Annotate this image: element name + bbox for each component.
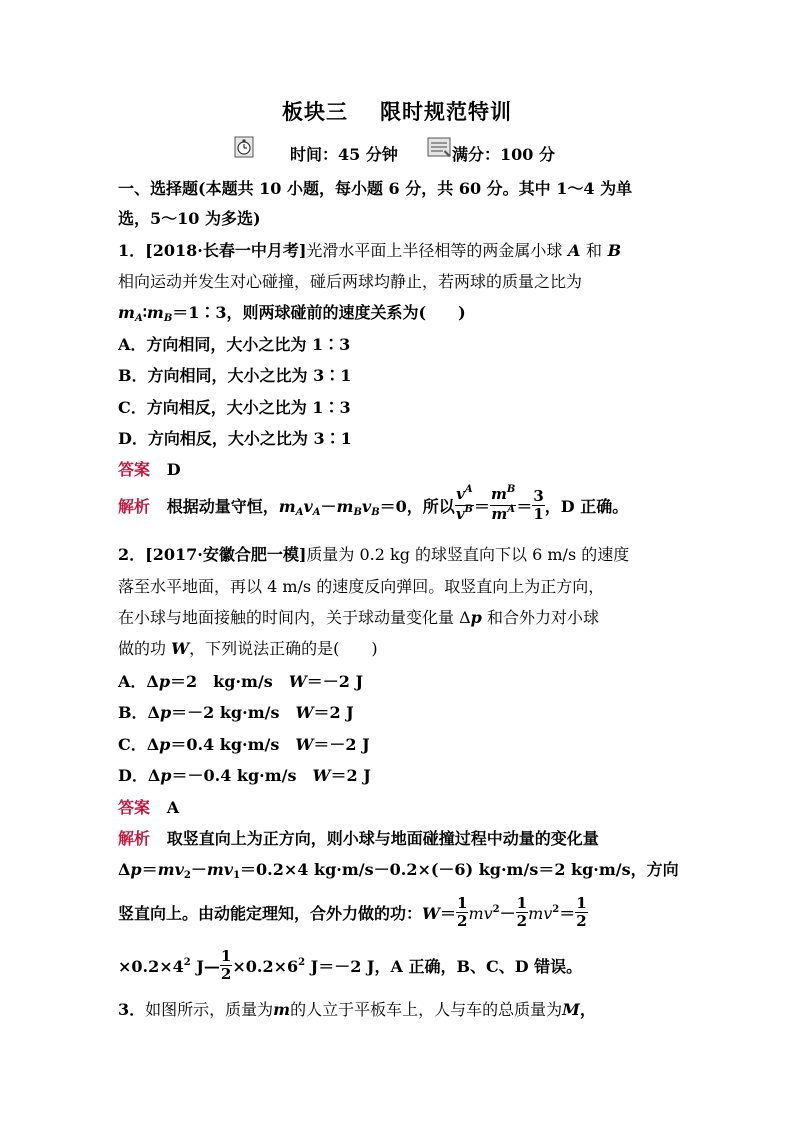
time-limit: 时间：45 分钟 bbox=[290, 145, 398, 164]
answer-label: 答案 bbox=[118, 460, 151, 479]
frac-num: 1 bbox=[457, 894, 468, 912]
q1-option-b: B．方向相同，大小之比为 3∶1 bbox=[118, 366, 352, 385]
formula-m: m bbox=[278, 497, 296, 516]
frac-num: 1 bbox=[220, 947, 232, 965]
formula-sub: A bbox=[312, 507, 321, 518]
q2-number: 2． bbox=[118, 545, 146, 564]
opt-w: W bbox=[295, 735, 314, 754]
q1-source: [2018·长春一中月考] bbox=[145, 241, 307, 260]
opt-p: p bbox=[159, 703, 172, 722]
frac-sup: B bbox=[506, 484, 516, 495]
answer-label: 答案 bbox=[118, 798, 151, 817]
fraction-va-vb bbox=[455, 486, 474, 525]
minus: － bbox=[499, 904, 516, 923]
calc-end: J＝－2 J，A 正确，B、C、D 错误。 bbox=[305, 957, 583, 976]
formula-v: v bbox=[361, 497, 372, 516]
calc: ×0.2×4 bbox=[118, 957, 184, 976]
q1-line-3 bbox=[118, 300, 466, 323]
q2-option-a bbox=[118, 669, 363, 692]
q2-line-2: 落至水平地面，再以 4 m/s 的速度反向弹回。取竖直向上为正方向， bbox=[118, 577, 605, 596]
q1-option-a: A．方向相同，大小之比为 1∶3 bbox=[118, 335, 351, 354]
sup-2: 2 bbox=[492, 904, 500, 915]
frac-sup: A bbox=[507, 504, 515, 515]
section-heading-line-2: 选，5～10 为多选) bbox=[118, 209, 261, 228]
sub-a: A bbox=[134, 313, 143, 324]
q3-text-c: ， bbox=[579, 1000, 596, 1019]
opt-w: W bbox=[312, 766, 331, 785]
formula-m: m bbox=[336, 497, 354, 516]
opt-wval: ＝2 J bbox=[313, 703, 354, 722]
sub-b: B bbox=[163, 313, 173, 324]
frac-sup: A bbox=[464, 484, 473, 495]
ratio-colon: ∶ bbox=[142, 303, 147, 322]
minus: － bbox=[190, 860, 207, 879]
p-symbol: p bbox=[470, 608, 482, 627]
frac-num: 1 bbox=[576, 894, 587, 912]
answer-value: A bbox=[166, 798, 180, 817]
opt-p: p bbox=[159, 735, 171, 754]
q1-line-3-rest: ＝1∶3，则两球碰前的速度关系为( ) bbox=[172, 303, 466, 322]
frac-den: 2 bbox=[220, 965, 232, 983]
eq: ＝ bbox=[439, 904, 456, 923]
q2-line-3a: 在小球与地面接触的时间内，关于球动量变化量 Δ bbox=[118, 608, 471, 627]
q2-line-4 bbox=[118, 636, 378, 659]
mass-symbol: m bbox=[118, 303, 135, 322]
q2-source: [2017·安徽合肥一模] bbox=[145, 545, 307, 564]
full-score: 满分：100 分 bbox=[452, 145, 555, 164]
calc: J— bbox=[190, 957, 220, 976]
q3-text-a: 如图所示，质量为 bbox=[145, 1000, 274, 1019]
q3-text-b: 的人立于平板车上，人与车的总质量为 bbox=[290, 1000, 563, 1019]
m-symbol: m bbox=[468, 904, 484, 923]
formula-eq0: ＝0，所以 bbox=[379, 497, 455, 516]
q1-analysis bbox=[118, 484, 629, 527]
w-symbol: W bbox=[422, 904, 440, 923]
time-score-row bbox=[0, 136, 794, 166]
opt-val: ＝－2 kg·m/s bbox=[171, 703, 296, 722]
q2-line-3 bbox=[118, 605, 599, 628]
q2-line-4b: ，下列说法正确的是( ) bbox=[189, 639, 378, 658]
fraction-half bbox=[516, 895, 528, 930]
sup-2: 2 bbox=[298, 957, 306, 968]
v-symbol: v bbox=[483, 904, 493, 923]
analysis-calc: ＝0.2×4 kg·m/s－0.2×(－6) kg·m/s＝2 kg·m/s，方向 bbox=[240, 860, 679, 879]
frac-sup: B bbox=[464, 504, 473, 515]
fraction-half bbox=[456, 895, 468, 930]
q2-analysis-line-4 bbox=[118, 947, 583, 985]
formula-sub: B bbox=[371, 507, 380, 518]
ball-b-label: B bbox=[607, 241, 622, 260]
opt-p: p bbox=[160, 766, 172, 785]
score-book-icon bbox=[427, 136, 453, 158]
opt-wval: ＝2 J bbox=[330, 766, 371, 785]
frac-num: 1 bbox=[516, 894, 528, 912]
sup-2: 2 bbox=[183, 957, 191, 968]
opt-val: ＝0.4 kg·m/s bbox=[170, 735, 296, 754]
analysis-text: 取竖直向上为正方向，则小球与地面碰撞过程中动量的变化量 bbox=[166, 829, 599, 848]
fraction-half bbox=[575, 895, 587, 930]
q2-option-c bbox=[118, 732, 370, 755]
analysis-label: 解析 bbox=[118, 497, 151, 516]
opt-label: A．Δ bbox=[118, 672, 159, 691]
q1-number: 1． bbox=[118, 241, 146, 260]
q1-stem: 光滑水平面上半径相等的两金属小球 bbox=[306, 241, 563, 260]
opt-val: ＝2 kg·m/s bbox=[170, 672, 289, 691]
opt-wval: ＝－2 J bbox=[313, 735, 370, 754]
sub-1: 1 bbox=[233, 870, 241, 881]
formula-v: v bbox=[303, 497, 313, 516]
fraction-half bbox=[220, 948, 232, 983]
frac-den: 2 bbox=[576, 912, 587, 930]
w-symbol: W bbox=[171, 639, 190, 658]
frac-num: 3 bbox=[533, 487, 544, 505]
m-symbol: m bbox=[273, 1000, 291, 1019]
fraction-mb-ma bbox=[490, 486, 516, 525]
eq: ＝ bbox=[559, 904, 576, 923]
q1-answer bbox=[118, 457, 181, 480]
opt-label: B．Δ bbox=[118, 703, 160, 722]
opt-w: W bbox=[288, 672, 307, 691]
opt-wval: ＝－2 J bbox=[306, 672, 364, 691]
sup-2: 2 bbox=[552, 904, 560, 915]
m-symbol: m bbox=[528, 904, 544, 923]
frac-den: 2 bbox=[516, 912, 528, 930]
q2-option-b bbox=[118, 700, 354, 723]
eq: ＝ bbox=[141, 860, 158, 879]
q2-line-1 bbox=[118, 542, 629, 565]
frac-v: v bbox=[455, 505, 465, 523]
q2-analysis-line-2 bbox=[118, 857, 679, 880]
q1-line-1 bbox=[118, 238, 621, 261]
analysis-text: 竖直向上。由动能定理知，合外力做的功： bbox=[118, 904, 423, 923]
mass-symbol-2: m bbox=[146, 303, 164, 322]
q3-number: 3． bbox=[118, 1000, 146, 1019]
fraction-3-1 bbox=[532, 488, 544, 523]
v-symbol: v bbox=[223, 860, 234, 879]
answer-value: D bbox=[166, 460, 181, 479]
ball-a-label: A bbox=[567, 241, 581, 260]
formula-minus: － bbox=[320, 497, 337, 516]
page-title bbox=[0, 96, 794, 126]
q3-line-1 bbox=[118, 997, 596, 1020]
analysis-end: ，D 正确。 bbox=[544, 497, 629, 516]
total-mass-symbol: M bbox=[562, 1000, 580, 1019]
formula-sub: B bbox=[353, 507, 362, 518]
frac-v: v bbox=[456, 485, 465, 503]
formula-eq: ＝ bbox=[473, 497, 490, 516]
frac-den: 1 bbox=[533, 505, 544, 523]
q1-option-d: D．方向相反，大小之比为 3∶1 bbox=[118, 429, 352, 448]
opt-p: p bbox=[158, 672, 171, 691]
q1-option-c: C．方向相反，大小之比为 1∶3 bbox=[118, 398, 351, 417]
q1-line-2: 相向运动并发生对心碰撞，碰后两球均静止，若两球的质量之比为 bbox=[118, 272, 583, 291]
opt-label: D．Δ bbox=[118, 766, 161, 785]
m-symbol: m bbox=[157, 860, 175, 879]
q2-stem: 质量为 0.2 kg 的球竖直向下以 6 m/s 的速度 bbox=[306, 545, 630, 564]
formula-sub: A bbox=[295, 507, 304, 518]
q2-option-d bbox=[118, 763, 371, 786]
m-symbol: m bbox=[206, 860, 224, 879]
title-part-1: 板块三 bbox=[282, 99, 348, 124]
frac-m: m bbox=[491, 485, 507, 503]
formula-eq: ＝ bbox=[516, 497, 533, 516]
analysis-label: 解析 bbox=[118, 829, 151, 848]
frac-den: 2 bbox=[457, 912, 468, 930]
q1-and: 和 bbox=[585, 241, 602, 260]
opt-w: W bbox=[295, 703, 314, 722]
opt-label: C．Δ bbox=[118, 735, 160, 754]
v-symbol: v bbox=[174, 860, 184, 879]
title-part-2: 限时规范特训 bbox=[380, 99, 512, 124]
opt-val: ＝－0.4 kg·m/s bbox=[171, 766, 313, 785]
v-symbol: v bbox=[543, 904, 553, 923]
q2-line-3b: 和合外力对小球 bbox=[486, 608, 599, 627]
sub-2: 2 bbox=[183, 870, 191, 881]
q2-answer bbox=[118, 795, 179, 818]
stopwatch-icon bbox=[234, 136, 254, 158]
q2-analysis-line-3 bbox=[118, 894, 588, 932]
p-symbol: p bbox=[130, 860, 142, 879]
q2-analysis-line-1 bbox=[118, 826, 599, 849]
frac-m: m bbox=[491, 505, 508, 523]
analysis-text: 根据动量守恒， bbox=[166, 497, 279, 516]
section-heading-line-1: 一、选择题(本题共 10 小题，每小题 6 分，共 60 分。其中 1～4 为单 bbox=[118, 179, 633, 198]
q2-line-4a: 做的功 bbox=[118, 639, 167, 658]
calc: ×0.2×6 bbox=[232, 957, 299, 976]
delta: Δ bbox=[118, 860, 131, 879]
